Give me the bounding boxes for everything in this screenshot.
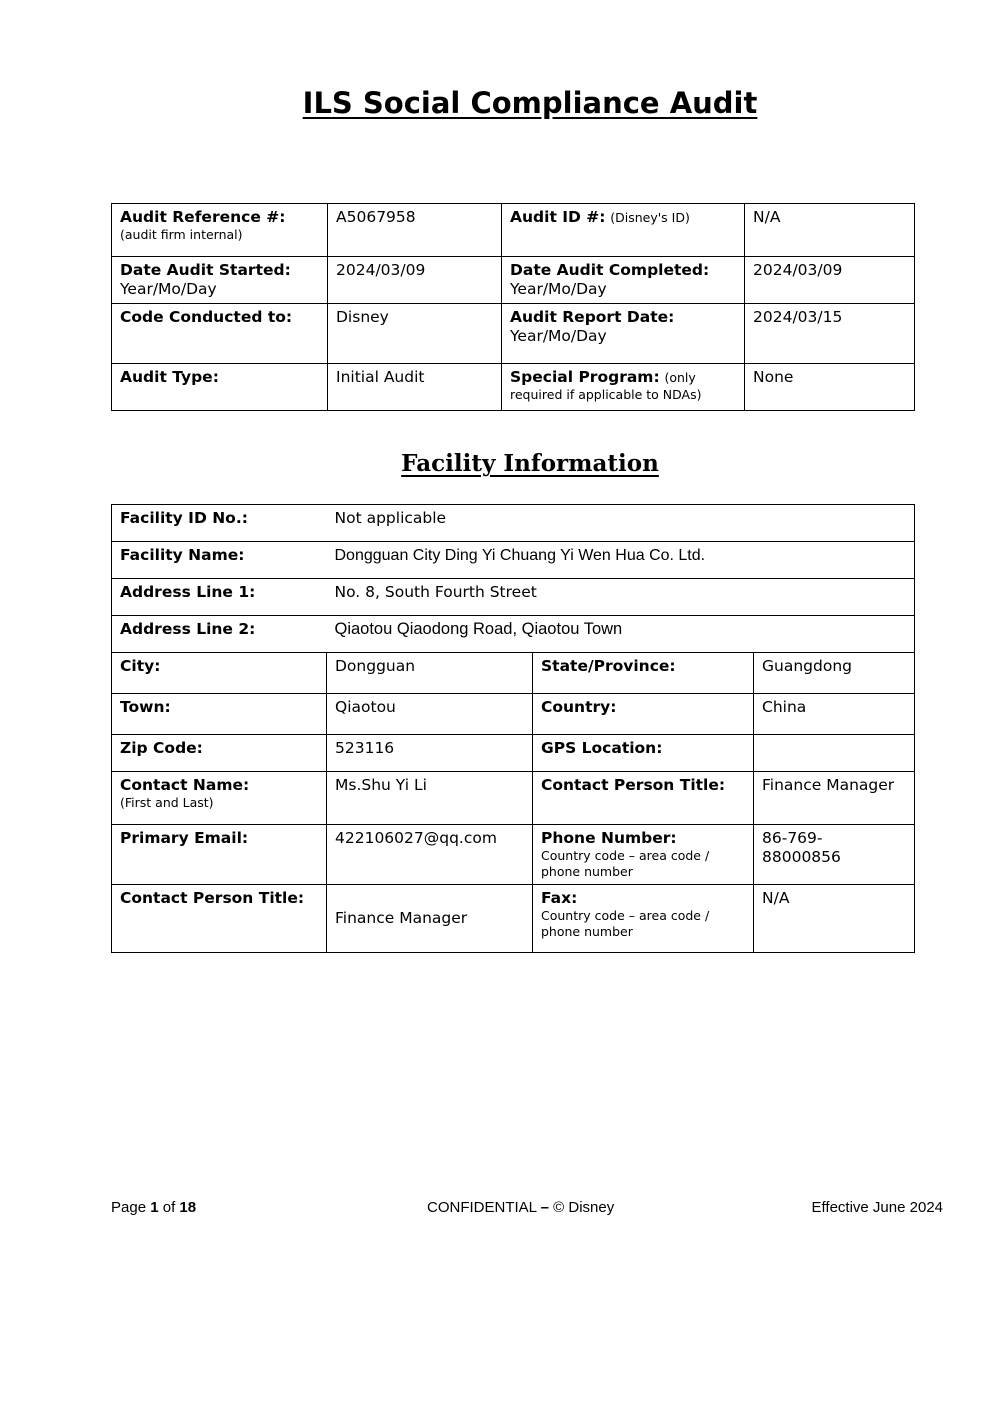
code-value: Disney <box>336 308 389 326</box>
facility-id-value: Not applicable <box>334 509 447 527</box>
started-label: Date Audit Started: <box>120 261 291 279</box>
special-value: None <box>753 368 794 386</box>
type-label: Audit Type: <box>120 368 219 386</box>
address1-value: No. 8, South Fourth Street <box>334 583 537 601</box>
email-label: Primary Email: <box>120 829 249 847</box>
report-value: 2024/03/15 <box>753 308 843 326</box>
city-value-cell <box>327 653 533 694</box>
phone-value-b: 88000856 <box>762 848 841 866</box>
country-value: China <box>762 698 807 716</box>
footer-effective: Effective June 2024 <box>811 1199 943 1216</box>
phone-value-a: 86-769- <box>762 829 823 847</box>
completed-sub: Year/Mo/Day <box>510 280 607 298</box>
phone-sub: Country code – area code / phone number <box>541 848 710 879</box>
audit-ref-label-cell <box>112 204 328 257</box>
report-label-cell <box>502 304 745 364</box>
page-title: ILS Social Compliance Audit <box>302 86 758 120</box>
address1-value-cell <box>327 579 915 616</box>
contact-title-value-cell <box>754 772 915 825</box>
audit-id-label: Audit ID #: <box>510 208 606 226</box>
address2-value: Qiaotou Qiaodong Road, Qiaotou Town <box>334 620 623 638</box>
code-label: Code Conducted to: <box>120 308 293 326</box>
footer-confidential <box>427 1199 614 1216</box>
gps-label: GPS Location: <box>541 739 663 757</box>
contact-title2-label-cell <box>112 885 327 953</box>
gps-value-cell <box>754 735 915 772</box>
fax-value-cell <box>754 885 915 953</box>
audit-ref-sub: (audit firm internal) <box>120 227 243 242</box>
town-value: Qiaotou <box>335 698 396 716</box>
country-label-cell <box>533 694 754 735</box>
started-label-cell <box>112 257 328 304</box>
audit-ref-value-cell <box>328 204 502 257</box>
phone-label: Phone Number: <box>541 829 677 847</box>
facility-id-label: Facility ID No.: <box>120 509 248 527</box>
facility-id-value-cell <box>327 505 915 542</box>
facility-name-label-cell <box>112 542 327 579</box>
special-label-cell <box>502 364 745 411</box>
state-value: Guangdong <box>762 657 852 675</box>
report-sub: Year/Mo/Day <box>510 327 607 345</box>
report-label: Audit Report Date: <box>510 308 675 326</box>
fax-sub: Country code – area code / phone number <box>541 908 710 939</box>
facility-table-top <box>111 504 915 653</box>
fax-value: N/A <box>762 889 790 907</box>
contact-title-label: Contact Person Title: <box>541 776 726 794</box>
zip-label: Zip Code: <box>120 739 203 757</box>
special-sub-a: (only <box>664 370 696 385</box>
fax-label: Fax: <box>541 889 578 907</box>
contact-title2-label: Contact Person Title: <box>120 889 305 907</box>
email-value-cell <box>327 825 533 885</box>
contact-title2-value-cell <box>327 885 533 953</box>
audit-info-table <box>111 203 915 411</box>
footer-page-number <box>111 1199 196 1216</box>
audit-ref-value: A5067958 <box>336 208 416 226</box>
started-sub: Year/Mo/Day <box>120 280 217 298</box>
special-label: Special Program: <box>510 368 660 386</box>
zip-label-cell <box>112 735 327 772</box>
contact-value: Ms.Shu Yi Li <box>335 776 427 794</box>
started-value-cell <box>328 257 502 304</box>
contact-label-cell <box>112 772 327 825</box>
audit-id-label-cell <box>502 204 745 257</box>
footer-page-num: 1 <box>150 1199 159 1216</box>
state-value-cell <box>754 653 915 694</box>
type-label-cell <box>112 364 328 411</box>
state-label: State/Province: <box>541 657 676 675</box>
special-value-cell <box>745 364 915 411</box>
audit-ref-label: Audit Reference #: <box>120 208 286 226</box>
footer-copyright: © Disney <box>553 1199 615 1216</box>
address1-label: Address Line 1: <box>120 583 256 601</box>
audit-id-value-cell <box>745 204 915 257</box>
address2-label: Address Line 2: <box>120 620 256 638</box>
contact-title-label-cell <box>533 772 754 825</box>
contact-sub: (First and Last) <box>120 795 214 810</box>
started-value: 2024/03/09 <box>336 261 426 279</box>
phone-value-cell <box>754 825 915 885</box>
footer-page-prefix: Page <box>111 1199 147 1216</box>
state-label-cell <box>533 653 754 694</box>
type-value-cell <box>328 364 502 411</box>
city-value: Dongguan <box>335 657 416 675</box>
footer-confidential-text: CONFIDENTIAL <box>427 1199 537 1216</box>
type-value: Initial Audit <box>336 368 425 386</box>
contact-title2-value: Finance Manager <box>335 909 468 927</box>
facility-table-bottom <box>111 652 915 953</box>
footer-page-total: 18 <box>179 1199 197 1216</box>
report-value-cell <box>745 304 915 364</box>
contact-title-value: Finance Manager <box>762 776 895 794</box>
zip-value-cell <box>327 735 533 772</box>
facility-id-label-cell <box>112 505 327 542</box>
phone-label-cell <box>533 825 754 885</box>
audit-id-value: N/A <box>753 208 781 226</box>
completed-label: Date Audit Completed: <box>510 261 710 279</box>
special-sub-b: required if applicable to NDAs) <box>510 387 702 402</box>
city-label: City: <box>120 657 161 675</box>
completed-value-cell <box>745 257 915 304</box>
audit-id-sub: (Disney's ID) <box>610 210 690 225</box>
code-label-cell <box>112 304 328 364</box>
address1-label-cell <box>112 579 327 616</box>
country-label: Country: <box>541 698 617 716</box>
email-label-cell <box>112 825 327 885</box>
facility-section-title: Facility Information <box>401 450 659 477</box>
contact-value-cell <box>327 772 533 825</box>
country-value-cell <box>754 694 915 735</box>
email-value: 422106027@qq.com <box>335 829 497 847</box>
address2-value-cell <box>327 616 915 653</box>
completed-label-cell <box>502 257 745 304</box>
footer-page-of: of <box>162 1199 176 1216</box>
fax-label-cell <box>533 885 754 953</box>
town-label: Town: <box>120 698 171 716</box>
gps-label-cell <box>533 735 754 772</box>
facility-name-value-cell <box>327 542 915 579</box>
code-value-cell <box>328 304 502 364</box>
facility-name-value: Dongguan City Ding Yi Chuang Yi Wen Hua Co. Ltd. <box>334 547 706 564</box>
town-value-cell <box>327 694 533 735</box>
completed-value: 2024/03/09 <box>753 261 843 279</box>
zip-value: 523116 <box>335 739 395 757</box>
town-label-cell <box>112 694 327 735</box>
facility-name-label: Facility Name: <box>120 546 245 564</box>
contact-label: Contact Name: <box>120 776 250 794</box>
address2-label-cell <box>112 616 327 653</box>
city-label-cell <box>112 653 327 694</box>
footer-dash: – <box>540 1199 549 1216</box>
